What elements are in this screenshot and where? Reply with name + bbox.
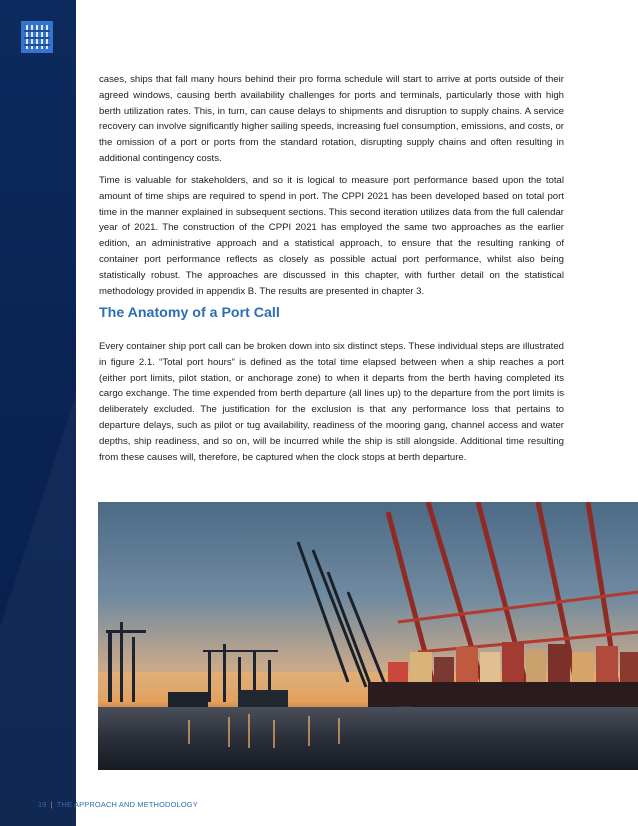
footer-section-title: THE APPROACH AND METHODOLOGY	[56, 800, 198, 809]
section-heading: The Anatomy of a Port Call	[99, 305, 280, 321]
paragraph-intro-continued: cases, ships that fall many hours behind their pro forma schedule will start to arrive at ports outside of their agreed windows, causing berth availability challenges for ports and terminals, particularly those with high berth utilization rates. This, in turn, can cause delays to shipments and disruption to supply chains. A service recovery can involve significantly higher sailing speeds, increasing fuel consumption, emissions, and costs, or the omission of a port or ports from the standard rotation, disrupting supply chains and often resulting in additional contingency costs.	[99, 74, 564, 164]
footer-separator: |	[50, 800, 53, 809]
world-bank-logo-icon	[21, 21, 53, 53]
page-number: 19	[38, 800, 47, 809]
page-footer	[38, 800, 198, 809]
paragraph-port-call-steps: Every container ship port call can be broken down into six distinct steps. These individual steps are illustrated in figure 2.1. “Total port hours” is defined as the total time elapsed between when a ship reaches a port (either port limits, pilot station, or anchorage zone) to when it departs from the berth having completed its cargo exchange. The time expended from berth departure (all lines up) to the departure from the port limits is deliberately excluded. The justification for the exclusion is that any performance loss that pertains to departure delays, such as pilot or tug availability, readiness of the mooring gang, channel access and water depths, ship readiness, and so on, will be incurred while the ship is still alongside. Additional time resulting from these causes will, therefore, be captured when the clock stops at berth departure.	[99, 341, 564, 463]
paragraph-time-valuable: Time is valuable for stakeholders, and so it is logical to measure port performance based upon the total amount of time ships are required to spend in port. The CPPI 2021 has been developed based on total port time in the manner explained in subsequent sections. This second iteration utilizes data from the full calendar year of 2021. The construction of the CPPI 2021 has employed the same two approaches as the earlier edition, an administrative approach and a statistical approach, to ensure that the resulting ranking of container port performance reflects as closely as possible actual port performance, whilst also being statistically robust. The approaches are discussed in this chapter, with further detail on the statistical methodology provided in appendix B. The results are presented in chapter 3.	[99, 175, 564, 297]
sidebar-band	[0, 0, 76, 826]
container-port-photo	[98, 502, 638, 770]
